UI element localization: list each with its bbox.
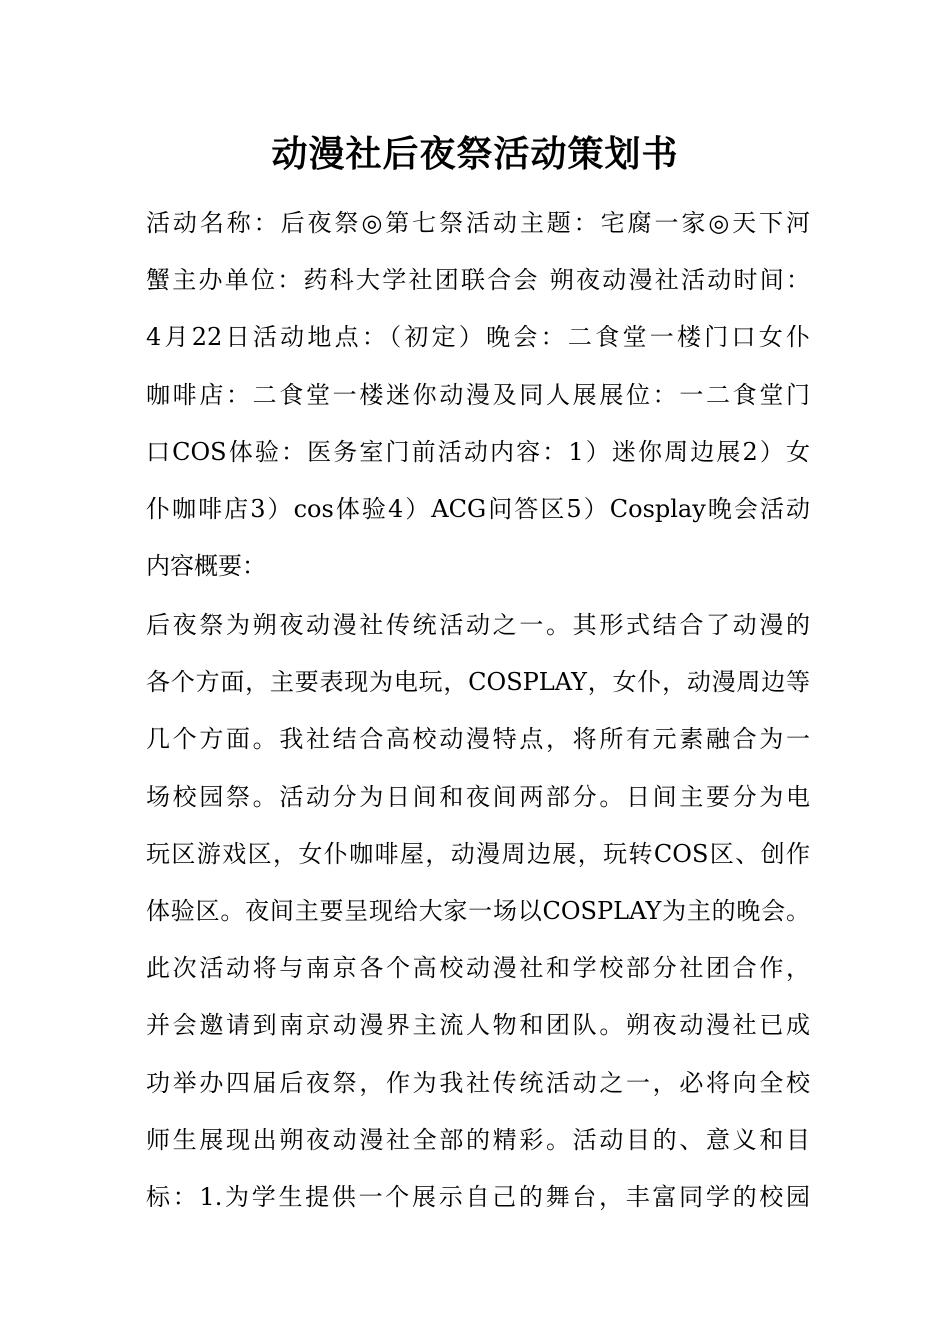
text-line: 师生展现出朔夜动漫社全部的精彩。活动目的、意义和目 [146,1125,810,1154]
document-title: 动漫社后夜祭活动策划书 [271,133,679,175]
text-line: 4月22日活动地点：（初定）晚会：二食堂一楼门口女仆 [146,323,810,352]
text-line: 此次活动将与南京各个高校动漫社和学校部分社团合作， [146,954,810,983]
text-line: 玩区游戏区，女仆咖啡屋，动漫周边展，玩转COS区、创作 [146,839,810,868]
text-line: 仆咖啡店3）cos体验4）ACG问答区5）Cosplay晚会活动 [146,495,810,524]
text-line: 内容概要： [146,552,266,581]
text-line: 活动名称：后夜祭◎第七祭活动主题：宅腐一家◎天下河 [146,209,810,237]
text-line: 场校园祭。活动分为日间和夜间两部分。日间主要分为电 [146,782,810,811]
text-line: 标：1.为学生提供一个展示自己的舞台，丰富同学的校园 [146,1183,810,1212]
text-line: 蟹主办单位：药科大学社团联合会 朔夜动漫社活动时间： [146,266,810,295]
paragraph-event-info [146,195,810,595]
text-line: 后夜祭为朔夜动漫社传统活动之一。其形式结合了动漫的 [146,611,810,639]
text-line: 体验区。夜间主要呈现给大家一场以COSPLAY为主的晚会。 [146,897,810,926]
text-line: 并会邀请到南京动漫界主流人物和团队。朔夜动漫社已成 [146,1011,810,1040]
paragraph-overview [146,597,810,1226]
text-line: 几个方面。我社结合高校动漫特点，将所有元素融合为一 [146,725,810,754]
text-line: 各个方面，主要表现为电玩，COSPLAY，女仆，动漫周边等 [146,668,810,697]
text-line: 功举办四届后夜祭，作为我社传统活动之一，必将向全校 [146,1068,810,1097]
text-line: 口COS体验：医务室门前活动内容：1）迷你周边展2）女 [146,437,810,466]
text-line: 咖啡店：二食堂一楼迷你动漫及同人展展位：一二食堂门 [146,380,810,409]
